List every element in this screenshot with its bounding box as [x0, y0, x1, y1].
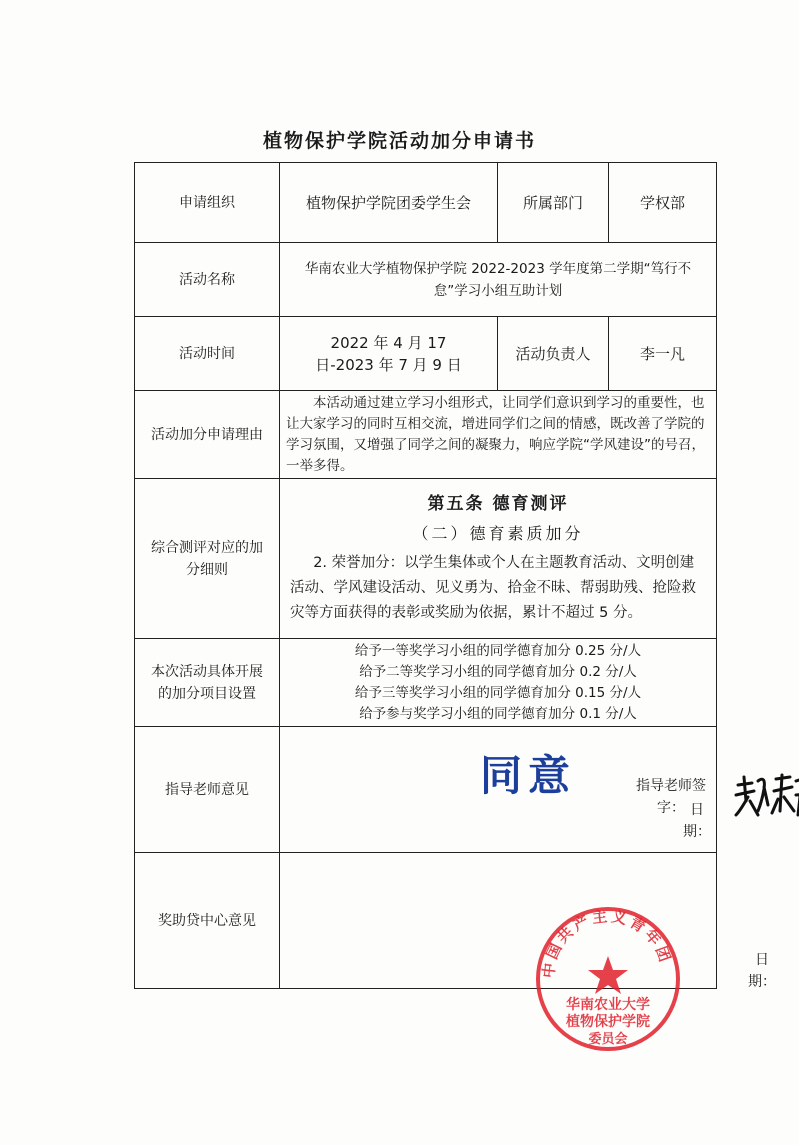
page-title: 植物保护学院活动加分申请书 — [262, 130, 536, 152]
criteria-label: 综合测评对应的加分细则 — [135, 479, 280, 639]
activity-time-value: 2022 年 4 月 17 日-2023 年 7 月 9 日 — [280, 317, 498, 391]
application-table — [134, 162, 776, 990]
center-date-label: 日期： — [748, 952, 776, 990]
criteria-cell — [280, 479, 717, 639]
svg-text:植物保护学院: 植物保护学院 — [566, 1014, 650, 1030]
org-label: 申请组织 — [135, 163, 280, 243]
table-row — [135, 163, 717, 243]
criteria-body: 2. 荣誉加分：以学生集体或个人在主题教育活动、文明创建活动、学风建设活动、见义勇为、拾金不昧、帮弱助残、抢险救灾等方面获得的表彰或奖励为依据，累计不超过 5 分。 — [290, 555, 696, 621]
reason-label: 活动加分申请理由 — [135, 391, 280, 479]
table-row — [135, 391, 717, 479]
table-row — [135, 317, 717, 391]
list-item: 给予参与奖学习小组的同学德育加分 0.1 分/人 — [359, 705, 637, 722]
table-row — [135, 639, 717, 727]
activity-time-label: 活动时间 — [135, 317, 280, 391]
list-item: 给予一等奖学习小组的同学德育加分 0.25 分/人 — [354, 642, 642, 659]
advisor-opinion: 同意 — [480, 751, 577, 800]
leader-value: 李一凡 — [609, 317, 717, 391]
advisor-sign-label: 指导老师签字： — [636, 778, 706, 816]
criteria-subtitle: （二）德育素质加分 — [412, 524, 584, 543]
official-seal — [533, 904, 683, 1054]
criteria-article-title: 第五条 德育测评 — [427, 494, 569, 514]
center-label: 奖助贷中心意见 — [135, 853, 280, 989]
dept-value: 学权部 — [609, 163, 717, 243]
activity-name-value: 华南农业大学植物保护学院 2022-2023 学年度第二学期“笃行不怠”学习小组互助计划 — [280, 243, 717, 317]
reason-value: 本活动通过建立学习小组形式，让同学们意识到学习的重要性，也让大家学习的同时互相交流，增进同学们之间的情感，既改善了学院的学习氛围，又增强了同学之间的凝聚力，响应学院“学风建设”的号召，一举多得。 — [280, 391, 717, 479]
activity-name-label: 活动名称 — [135, 243, 280, 317]
svg-text:华南农业大学: 华南农业大学 — [566, 997, 650, 1013]
advisor-date-label: 日期： — [683, 802, 711, 840]
advisor-label: 指导老师意见 — [135, 727, 280, 853]
leader-label: 活动负责人 — [498, 317, 609, 391]
dept-label: 所属部门 — [498, 163, 609, 243]
advisor-opinion-cell — [280, 727, 717, 853]
svg-text:委员会: 委员会 — [588, 1032, 628, 1047]
list-item: 给予三等奖学习小组的同学德育加分 0.15 分/人 — [354, 684, 642, 701]
list-item: 给予二等奖学习小组的同学德育加分 0.2 分/人 — [359, 663, 637, 680]
items-cell — [280, 639, 717, 727]
items-label: 本次活动具体开展的加分项目设置 — [135, 639, 280, 727]
table-row — [135, 727, 717, 853]
table-row — [135, 479, 717, 639]
table-row — [135, 243, 717, 317]
handwritten-signature — [732, 771, 799, 821]
svg-text:中国共产主义青年团: 中国共产主义青年团 — [539, 907, 675, 979]
org-value: 植物保护学院团委学生会 — [280, 163, 498, 243]
